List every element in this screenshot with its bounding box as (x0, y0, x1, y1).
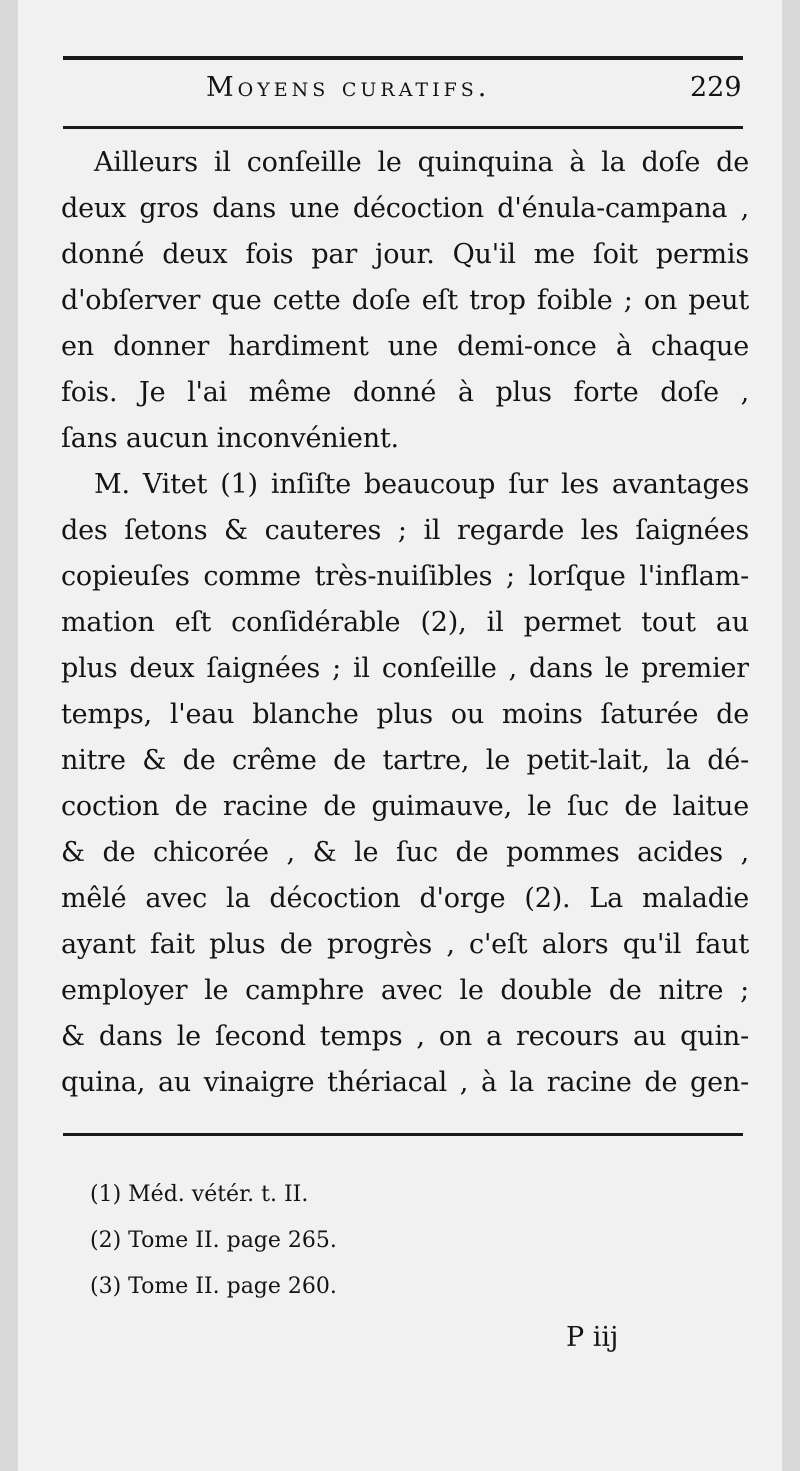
text-line: temps, l'eau blanche plus ou moins ſaturée de (61, 699, 749, 730)
text-line: d'obſerver que cette doſe eſt trop foible ; on peut (61, 285, 749, 316)
text-line: mêlé avec la décoction d'orge (2). La maladie (61, 883, 749, 914)
text-line: Ailleurs il conſeille le quinquina à la doſe de (94, 147, 749, 178)
text-line: nitre & de crême de tartre, le petit-lait, la dé- (61, 745, 749, 776)
text-line: & de chicorée , & le ſuc de pommes acides , (61, 837, 749, 868)
footnote-rule (63, 1133, 743, 1136)
footnote-1: (1) Méd. vétér. t. II. (90, 1182, 309, 1207)
text-line: coction de racine de guimauve, le ſuc de laitue (61, 791, 749, 822)
body-text (61, 140, 749, 1106)
text-line: & dans le ſecond temps , on a recours au quin- (61, 1021, 749, 1052)
text-line: M. Vitet (1) inſiſte beaucoup ſur les avantages (94, 469, 749, 500)
signature-mark: P iij (566, 1322, 619, 1353)
text-line: des ſetons & cauteres ; il regarde les ſaignées (61, 515, 749, 546)
text-line: ayant fait plus de progrès , c'eſt alors qu'il faut (61, 929, 749, 960)
text-line: employer le camphre avec le double de nitre ; (61, 975, 749, 1006)
top-rule (63, 56, 743, 60)
text-line: plus deux ſaignées ; il conſeille , dans le premier (61, 653, 749, 684)
footnote-3: (3) Tome II. page 260. (90, 1274, 337, 1299)
text-line: mation eſt conſidérable (2), il permet tout au (61, 607, 749, 638)
footnote-2: (2) Tome II. page 265. (90, 1228, 337, 1253)
text-line: quina, au vinaigre thériacal , à la racine de gen- (61, 1067, 749, 1098)
text-line: copieuſes comme très-nuiſibles ; lorſque l'inflam- (61, 561, 749, 592)
text-line: en donner hardiment une demi-once à chaque (61, 331, 749, 362)
text-line: ſans aucun inconvénient. (61, 423, 399, 454)
header-rule (63, 126, 743, 129)
footnotes (90, 1172, 590, 1310)
text-line: deux gros dans une décoction d'énula-campana , (61, 193, 749, 224)
text-line: fois. Je l'ai même donné à plus forte doſe , (61, 377, 749, 408)
text-line: donné deux fois par jour. Qu'il me ſoit permis (61, 239, 749, 270)
running-head: Moyens curatifs. (206, 72, 491, 103)
page-number: 229 (690, 72, 742, 103)
